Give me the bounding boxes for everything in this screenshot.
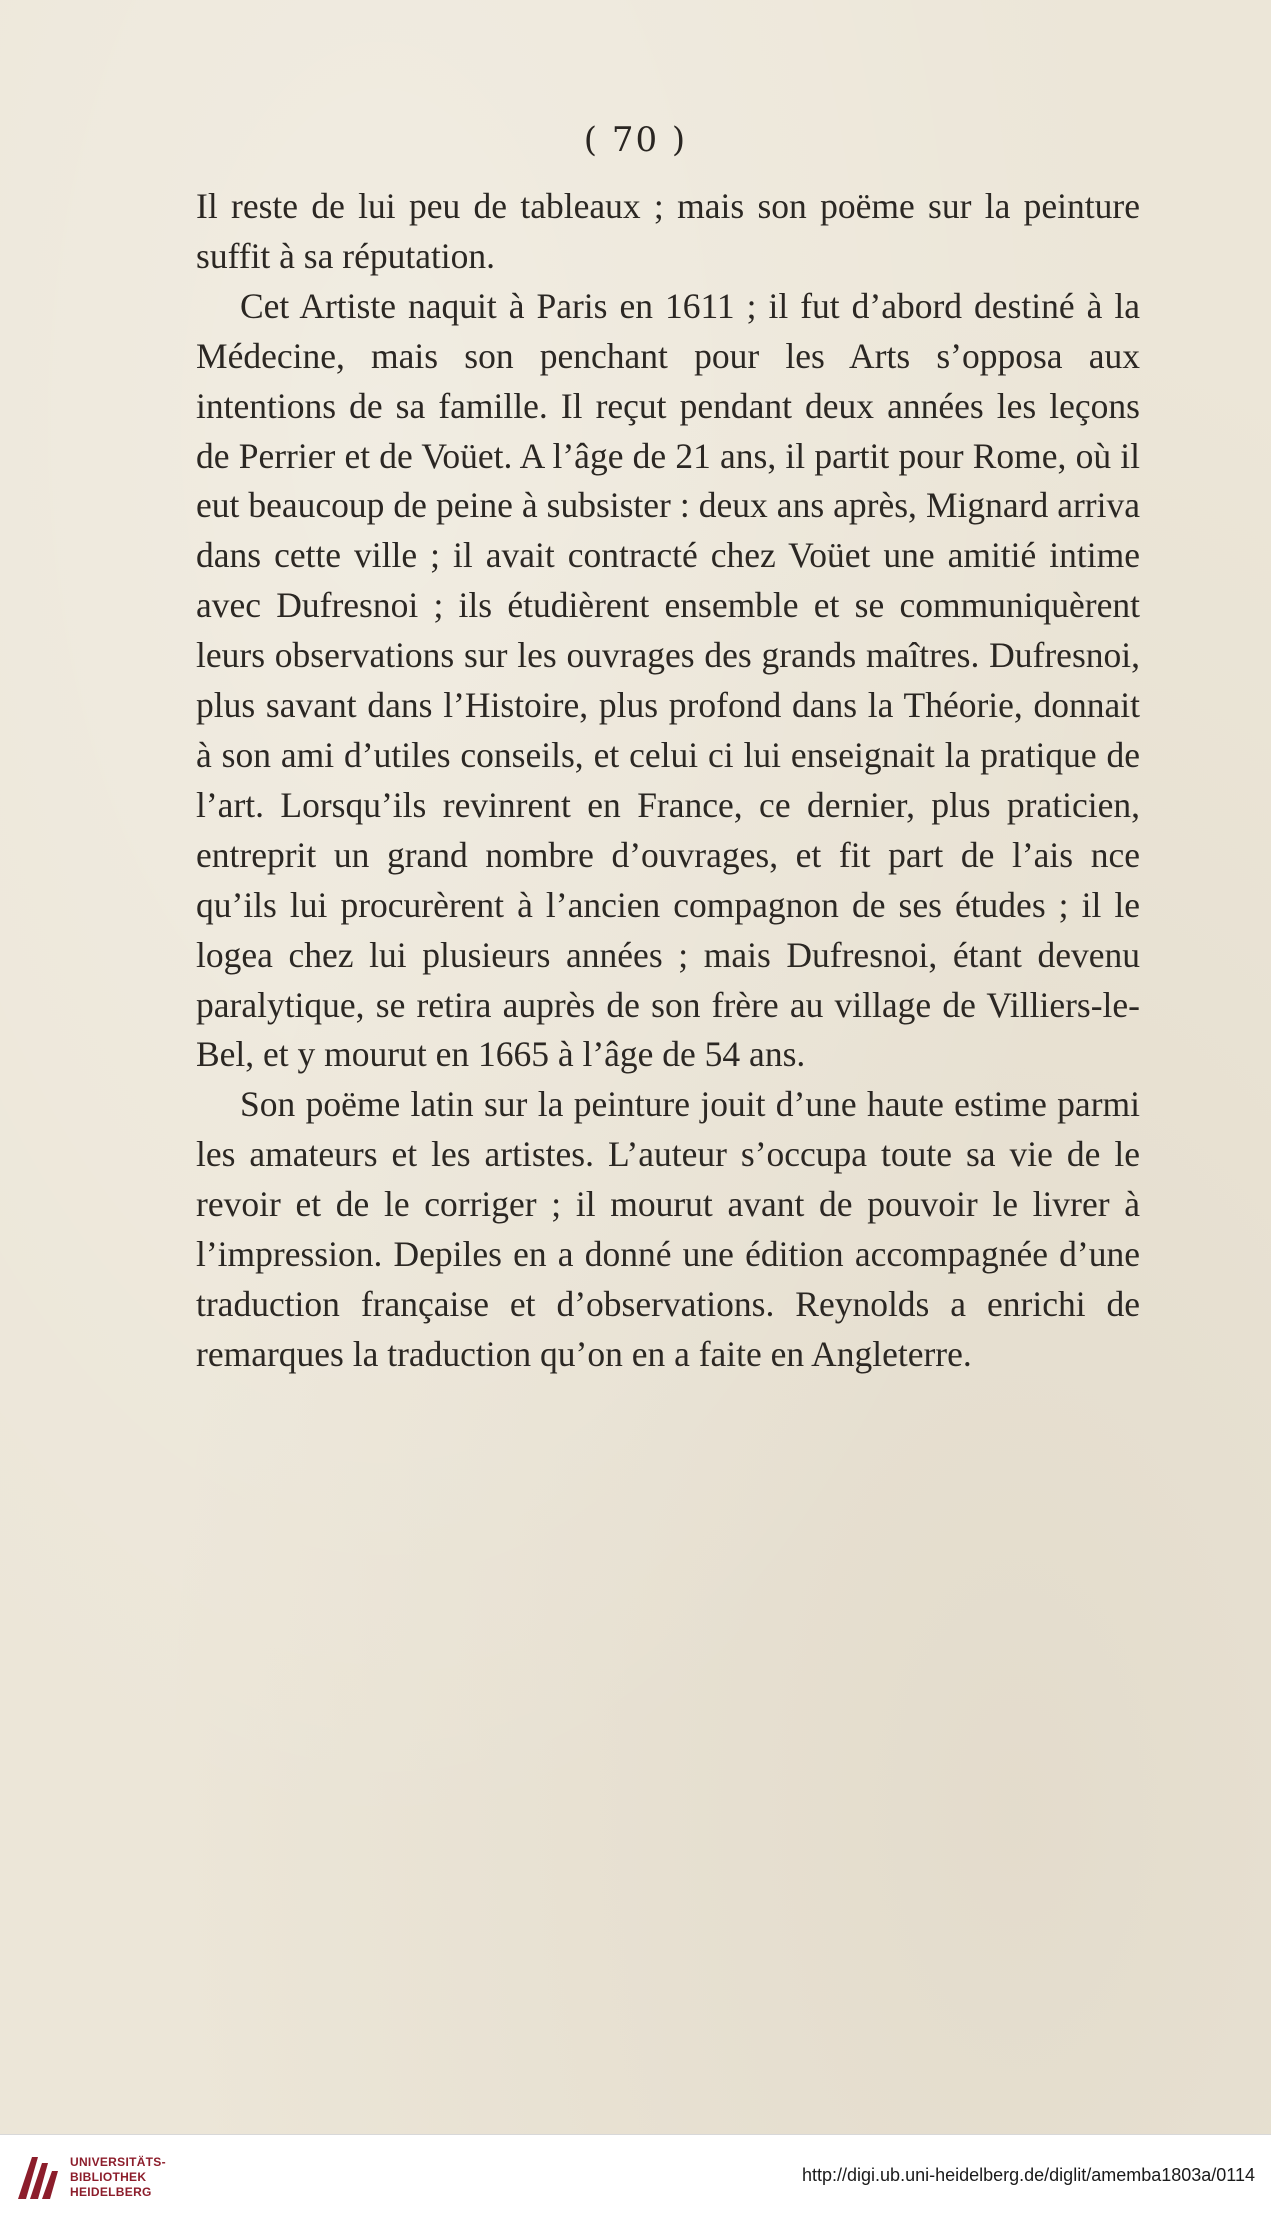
paragraph-1: Il reste de lui peu de tableaux ; mais son poëme sur la peinture suffit à sa réputation. <box>196 186 1140 276</box>
logo-line: UNIVERSITÄTS- <box>70 2155 166 2169</box>
library-logo-icon <box>12 2149 62 2205</box>
paragraph-2: Cet Artiste naquit à Paris en 1611 ; il fut d’abord destiné à la Médecine, mais son penchant pour les Arts s’opposa aux intentions de sa famille. Il reçut pendant deux années les leçons de Perrier et de Voüet. A l’âge de 21 ans, il partit pour Rome, où il eut beaucoup de peine à subsister : deux ans après, Mignard arriva dans cette ville ; il avait contracté chez Voüet une amitié intime avec Dufresnoi ; ils étudièrent ensemble et se communiquèrent leurs observations sur les ouvrages des grands maîtres. Dufresnoi, plus savant dans l’Histoire, plus profond dans la Théorie, donnait à son ami d’utiles conseils, et celui ci lui enseignait la pratique de l’art. Lorsqu’ils revinrent en France, ce dernier, plus praticien, entreprit un grand nombre d’ouvrages, et fit part de l’ais nce qu’ils lui procurèrent à l’ancien compagnon de ses études ; il le logea chez lui plusieurs années ; mais Dufresnoi, étant devenu paralytique, se retira auprès de son frère au village de Villiers-le-Bel, et y mourut en 1665 à l’âge de 54 ans. <box>196 285 1140 1075</box>
library-logo-text <box>70 2155 166 2200</box>
logo-line: BIBLIOTHEK <box>70 2170 147 2184</box>
body-text <box>196 182 1140 1380</box>
paragraph-3: Son poëme latin sur la peinture jouit d’une haute estime parmi les amateurs et les artistes. L’auteur s’occupa toute sa vie de le revoir et de le corriger ; il mourut avant de pouvoir le livrer à l’impression. Depiles en a donné une édition accompagnée d’une traduction française et d’observations. Reynolds a enrichi de remarques la traduction qu’on en a faite en Angleterre. <box>196 1084 1140 1374</box>
footer-bar <box>0 2134 1271 2227</box>
page-number: ( 70 ) <box>583 120 688 160</box>
logo-line: HEIDELBERG <box>70 2185 152 2199</box>
source-url[interactable]: http://digi.ub.uni-heidelberg.de/diglit/amemba1803a/0114 <box>802 2165 1255 2185</box>
